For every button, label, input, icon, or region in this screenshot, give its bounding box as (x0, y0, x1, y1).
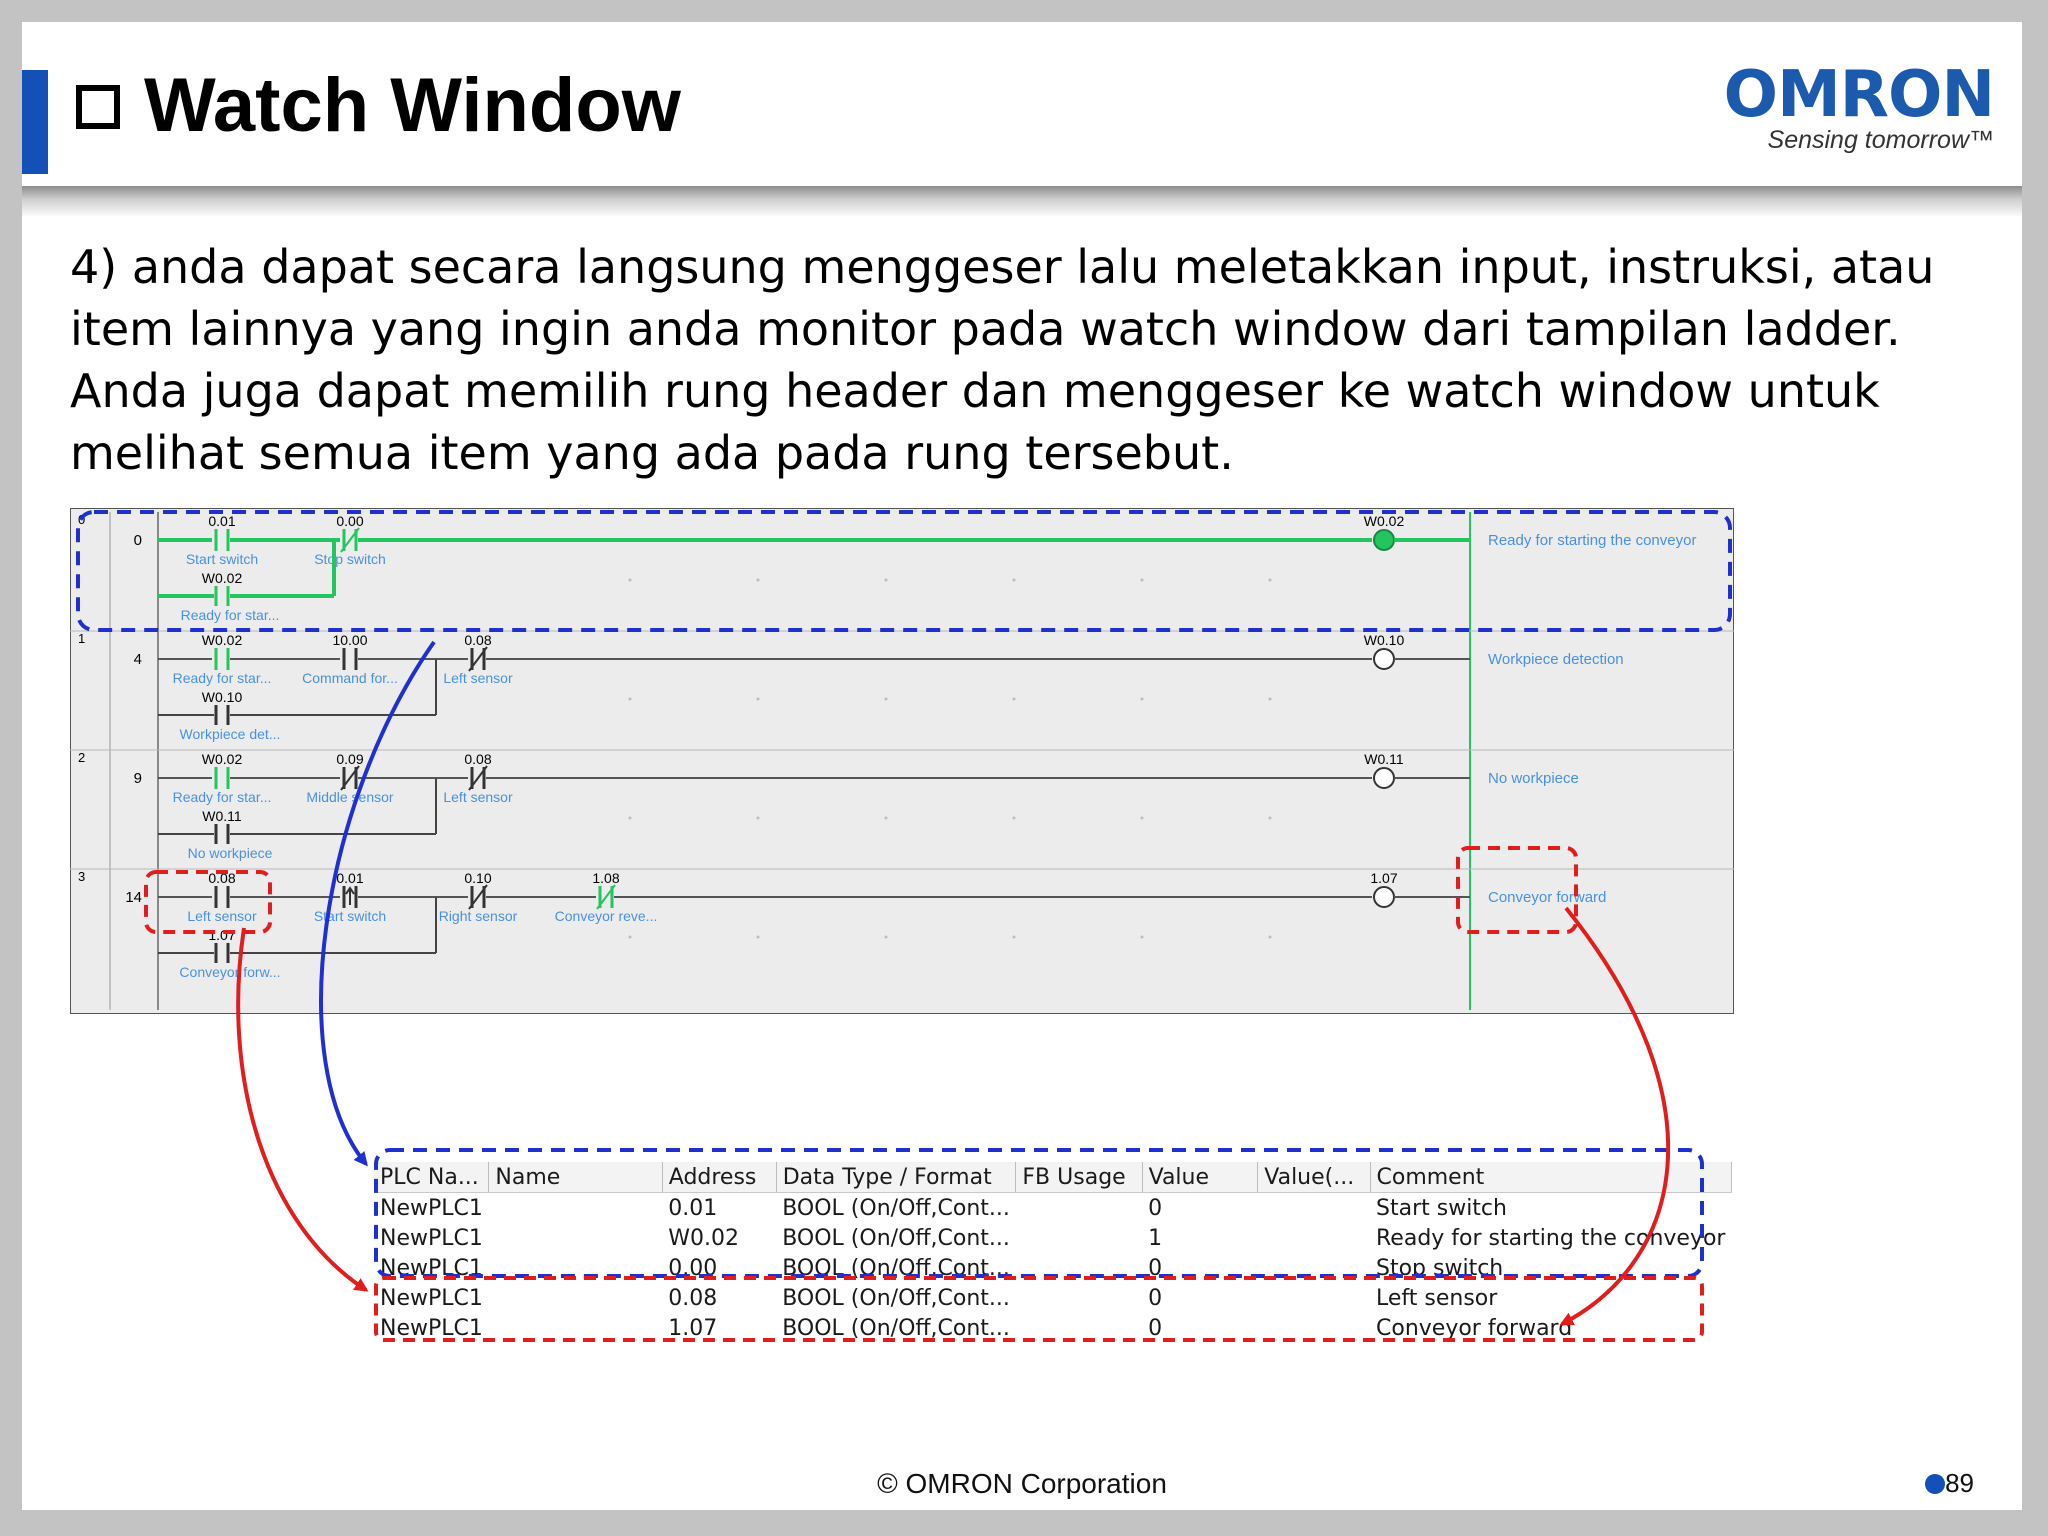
rung-number: 1 (78, 631, 86, 646)
value-cell: 0 (1148, 1285, 1163, 1311)
comment-cell: Left sensor (1376, 1285, 1498, 1311)
contact-address: W0.02 (201, 632, 243, 648)
grid-dot (885, 936, 888, 939)
coil-comment: Workpiece detection (1488, 651, 1624, 668)
coil (1374, 530, 1394, 550)
branch-label: Ready for star... (180, 607, 280, 623)
grid-dot (757, 579, 760, 582)
grid-dot (757, 698, 760, 701)
coil-address: W0.10 (1363, 632, 1405, 648)
contact-address: 0.10 (464, 870, 492, 886)
contact-label: Middle sensor (306, 789, 394, 805)
logo-tagline: Sensing tomorrow™ (1767, 126, 1994, 154)
page-number-text: 89 (1945, 1468, 1974, 1498)
watch-table (374, 1162, 1732, 1343)
comment-cell: Start switch (1376, 1195, 1507, 1221)
value-cell: 0 (1148, 1315, 1163, 1341)
fb-usage-cell (1016, 1193, 1142, 1224)
grid-dot (1141, 936, 1144, 939)
address-cell: W0.02 (668, 1225, 740, 1251)
fb-usage-cell (1016, 1283, 1142, 1313)
name-cell (489, 1223, 662, 1253)
value-cell: 0 (1148, 1195, 1163, 1221)
rung-number: 2 (78, 750, 86, 765)
contact-label: Left sensor (187, 908, 257, 924)
value-2-cell (1258, 1283, 1370, 1313)
plc-cell: NewPLC1 (380, 1255, 483, 1281)
contact-address: 0.01 (336, 870, 364, 886)
coil-comment: Ready for starting the conveyor (1488, 532, 1697, 549)
fb-usage-cell (1016, 1223, 1142, 1253)
value-2-cell (1258, 1313, 1370, 1343)
address-cell: 0.01 (668, 1195, 718, 1221)
column-header-address[interactable]: Address (662, 1162, 776, 1193)
grid-dot (885, 579, 888, 582)
value-2-cell (1258, 1223, 1370, 1253)
logo-wordmark: OMRON (1723, 58, 1994, 132)
grid-dot (1013, 579, 1016, 582)
name-cell (489, 1193, 662, 1224)
column-header-name[interactable]: Name (489, 1162, 662, 1193)
data-type-cell: BOOL (On/Off,Cont... (782, 1255, 1010, 1281)
name-cell (489, 1313, 662, 1343)
watch-row[interactable] (374, 1253, 1732, 1283)
grid-dot (885, 698, 888, 701)
watch-header-row (374, 1162, 1732, 1193)
contact-address: 0.08 (464, 751, 492, 767)
grid-dot (1141, 579, 1144, 582)
body-text (70, 236, 1990, 536)
name-cell (489, 1253, 662, 1283)
watch-window[interactable] (374, 1162, 1732, 1368)
ladder-background (70, 508, 1734, 1014)
slide (22, 22, 2022, 1510)
grid-dot (1269, 579, 1272, 582)
branch-label: Workpiece det... (179, 726, 281, 742)
grid-dot (1269, 936, 1272, 939)
branch-label: No workpiece (187, 845, 273, 861)
contact-address: 0.00 (336, 513, 364, 529)
address-cell: 0.08 (668, 1285, 718, 1311)
branch-address: 1.07 (208, 927, 236, 943)
coil (1374, 887, 1394, 907)
coil (1374, 768, 1394, 788)
rung-number: 0 (78, 512, 86, 527)
contact-label: Ready for star... (172, 789, 272, 805)
rung-step: 14 (125, 889, 142, 906)
grid-dot (629, 579, 632, 582)
omron-logo (1724, 58, 1994, 155)
coil-comment: No workpiece (1488, 770, 1579, 787)
grid-dot (757, 936, 760, 939)
data-type-cell: BOOL (On/Off,Cont... (782, 1285, 1010, 1311)
value-cell: 1 (1148, 1225, 1163, 1251)
branch-address: W0.11 (202, 808, 242, 824)
contact-address: 1.08 (592, 870, 620, 886)
value-2-cell (1258, 1253, 1370, 1283)
data-type-cell: BOOL (On/Off,Cont... (782, 1315, 1010, 1341)
plc-cell: NewPLC1 (380, 1285, 483, 1311)
body-paragraph-2: Anda juga dapat memilih rung header dan menggeser ke watch window untuk melihat semua item yang ada pada rung tersebut. (70, 364, 1880, 480)
column-header-data-type[interactable]: Data Type / Format (776, 1162, 1016, 1193)
plc-cell: NewPLC1 (380, 1225, 483, 1251)
body-paragraph-1: 4) anda dapat secara langsung menggeser lalu meletakkan input, instruksi, atau item lainnya yang ingin anda monitor pada watch window dari tampilan ladder. (70, 240, 1935, 356)
contact-address: 0.08 (464, 632, 492, 648)
footer-copyright: © OMRON Corporation (877, 1468, 1167, 1499)
address-cell: 1.07 (668, 1315, 718, 1341)
coil-address: W0.11 (1364, 751, 1404, 767)
grid-dot (1269, 698, 1272, 701)
watch-row[interactable] (374, 1283, 1732, 1313)
name-cell (489, 1283, 662, 1313)
coil-address: W0.02 (1363, 513, 1405, 529)
grid-dot (1141, 817, 1144, 820)
rung-step: 9 (133, 770, 142, 787)
coil (1374, 649, 1394, 669)
fb-usage-cell (1016, 1253, 1142, 1283)
contact-label: Conveyor reve... (554, 908, 658, 924)
grid-dot (629, 936, 632, 939)
grid-dot (629, 698, 632, 701)
header-divider (22, 186, 2022, 216)
slide-title-text: Watch Window (144, 63, 681, 148)
plc-cell: NewPLC1 (380, 1195, 483, 1221)
contact-label: Stop switch (314, 551, 386, 567)
ladder-diagram[interactable] (70, 508, 1734, 1014)
contact-label: Command for... (302, 670, 398, 686)
rung-number: 3 (78, 869, 86, 884)
contact-address: 0.09 (336, 751, 364, 767)
column-header-value-2[interactable]: Value(... (1258, 1162, 1370, 1193)
rung-step: 0 (133, 532, 142, 549)
watch-table-body (374, 1193, 1732, 1344)
coil-address: 1.07 (1370, 870, 1398, 886)
page-number (1925, 1468, 1974, 1499)
contact-label: Start switch (185, 551, 259, 567)
fb-usage-cell (1016, 1313, 1142, 1343)
column-header-plc[interactable]: PLC Na... (374, 1162, 489, 1193)
column-header-value[interactable]: Value (1142, 1162, 1258, 1193)
plc-cell: NewPLC1 (380, 1315, 483, 1341)
checkbox-bullet-icon (76, 85, 120, 129)
grid-dot (1269, 817, 1272, 820)
comment-cell: Stop switch (1376, 1255, 1504, 1281)
comment-cell: Ready for starting the conveyor (1376, 1225, 1726, 1251)
data-type-cell: BOOL (On/Off,Cont... (782, 1225, 1010, 1251)
contact-label: Right sensor (438, 908, 518, 924)
branch-label: Conveyor forw... (179, 964, 281, 980)
rung-step: 4 (133, 651, 142, 668)
watch-row[interactable] (374, 1223, 1732, 1253)
title-accent-bar (22, 70, 48, 174)
grid-dot (757, 817, 760, 820)
slide-title (76, 62, 681, 149)
coil-comment: Conveyor forward (1488, 889, 1607, 906)
column-header-fb-usage[interactable]: FB Usage (1016, 1162, 1142, 1193)
grid-dot (629, 817, 632, 820)
grid-dot (1013, 936, 1016, 939)
page-dot-icon (1925, 1474, 1945, 1494)
grid-dot (1013, 817, 1016, 820)
contact-address: 0.01 (208, 513, 236, 529)
contact-label: Start switch (313, 908, 387, 924)
contact-label: Ready for star... (172, 670, 272, 686)
contact-address: W0.02 (201, 751, 243, 767)
watch-row[interactable] (374, 1193, 1732, 1224)
branch-address: W0.02 (201, 570, 243, 586)
contact-label: Left sensor (443, 789, 513, 805)
contact-address: 0.08 (208, 870, 236, 886)
data-type-cell: BOOL (On/Off,Cont... (782, 1195, 1010, 1221)
contact-address: 10.00 (332, 632, 368, 648)
address-cell: 0.00 (668, 1255, 718, 1281)
contact-label: Left sensor (443, 670, 513, 686)
comment-cell: Conveyor forward (1376, 1315, 1573, 1341)
value-2-cell (1258, 1193, 1370, 1224)
watch-row[interactable] (374, 1313, 1732, 1343)
value-cell: 0 (1148, 1255, 1163, 1281)
grid-dot (1141, 698, 1144, 701)
column-header-comment[interactable]: Comment (1370, 1162, 1732, 1193)
grid-dot (885, 817, 888, 820)
grid-dot (1013, 698, 1016, 701)
branch-address: W0.10 (201, 689, 243, 705)
